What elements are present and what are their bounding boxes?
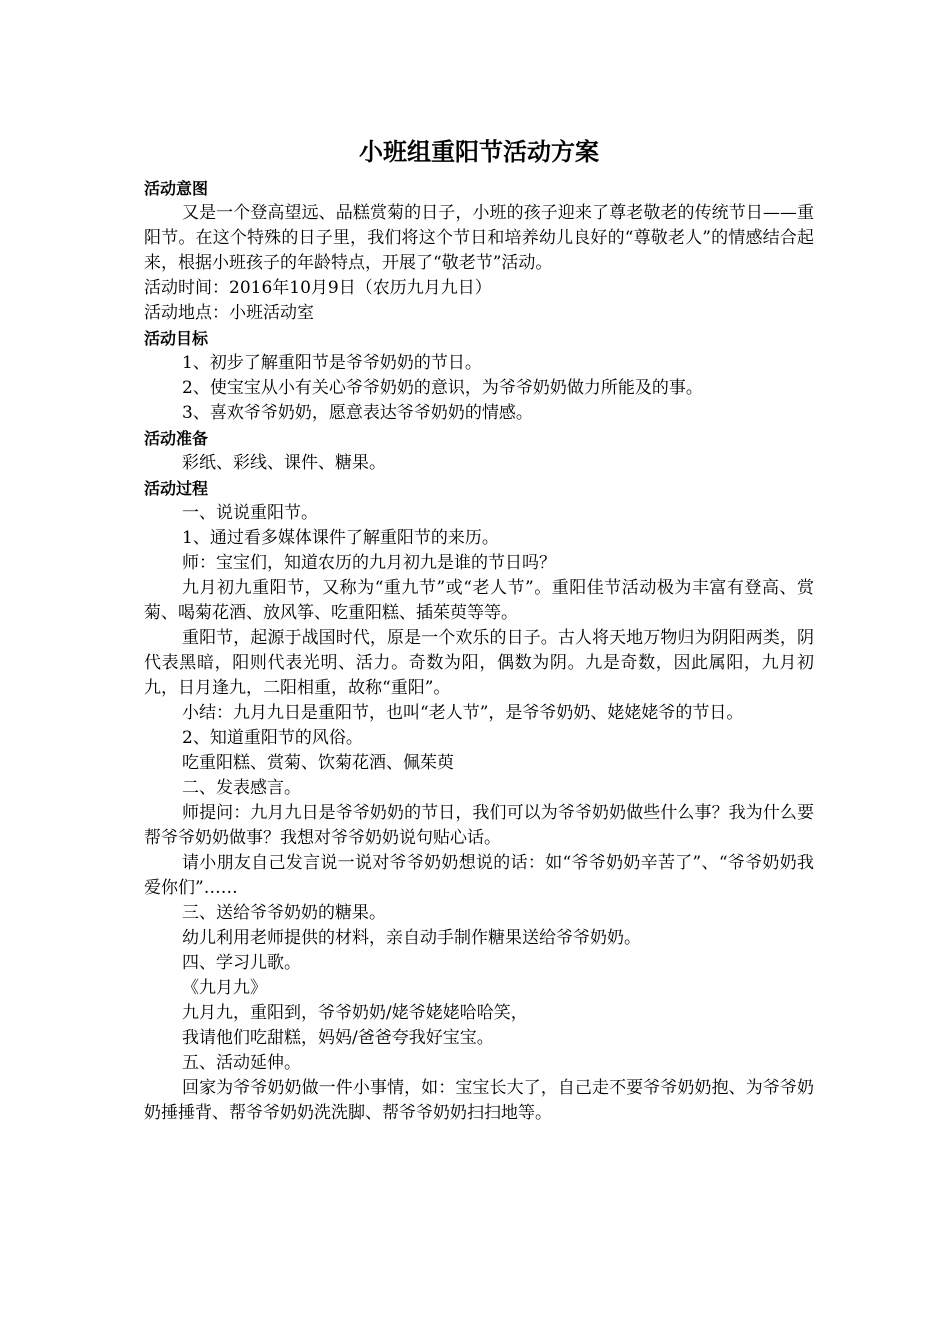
process-paragraph: 幼儿利用老师提供的材料，亲自动手制作糖果送给爷爷奶奶。	[182, 928, 641, 948]
process-paragraph: 三、送给爷爷奶奶的糖果。	[182, 903, 386, 923]
document-title: 小班组重阳节活动方案	[359, 138, 599, 166]
process-paragraph: 1、通过看多媒体课件了解重阳节的来历。	[182, 528, 499, 548]
process-paragraph: 小结：九月九日是重阳节，也叫“老人节”，是爷爷奶奶、姥姥姥爷的节日。	[182, 703, 744, 723]
process-paragraph: 师提问：九月九日是爷爷奶奶的节日，我们可以为爷爷奶奶做些什么事？我为什么要帮爷爷奶奶做事？我想对爷爷奶奶说句贴心话。	[144, 803, 814, 848]
process-paragraph: 四、学习儿歌。	[182, 953, 301, 973]
process-paragraph: 五、活动延伸。	[182, 1053, 301, 1073]
section-heading-intent: 活动意图	[144, 179, 209, 198]
poem-line: 我请他们吃甜糕，妈妈/爸爸夸我好宝宝。	[182, 1028, 494, 1048]
process-paragraph: 重阳节，起源于战国时代，原是一个欢乐的日子。古人将天地万物归为阴阳两类，阴代表黑暗，阳则代表光明、活力。奇数为阳，偶数为阴。九是奇数，因此属阳，九月初九，日月逢九，二阳相重，故称“重阳”。	[144, 628, 814, 698]
document-page	[144, 134, 814, 1126]
process-paragraph: 师：宝宝们，知道农历的九月初九是谁的节日吗？	[182, 553, 556, 573]
poem-line: 九月九，重阳到，爷爷奶奶/姥爷姥姥哈哈笑，	[182, 1003, 528, 1023]
activity-time: 活动时间：2016年10月9日（农历九月九日）	[144, 278, 492, 298]
process-paragraph: 九月初九重阳节，又称为“重九节”或“老人节”。重阳佳节活动极为丰富有登高、赏菊、喝菊花酒、放风筝、吃重阳糕、插茱萸等等。	[144, 578, 814, 623]
section-heading-prep: 活动准备	[144, 429, 209, 448]
process-paragraph: 一、说说重阳节。	[182, 503, 318, 523]
intent-paragraph: 又是一个登高望远、品糕赏菊的日子，小班的孩子迎来了尊老敬老的传统节日——重阳节。在这个特殊的日子里，我们将这个节日和培养幼儿良好的“尊敬老人”的情感结合起来，根据小班孩子的年龄特点，开展了“敬老节”活动。	[144, 203, 814, 273]
section-heading-process: 活动过程	[144, 479, 209, 498]
goal-item: 3、喜欢爷爷奶奶，愿意表达爷爷奶奶的情感。	[182, 403, 533, 423]
section-heading-goals: 活动目标	[144, 329, 209, 348]
poem-title: 《九月九》	[182, 978, 267, 998]
process-paragraph: 吃重阳糕、赏菊、饮菊花酒、佩茱萸	[182, 753, 454, 773]
process-paragraph: 请小朋友自己发言说一说对爷爷奶奶想说的话：如“爷爷奶奶辛苦了”、“爷爷奶奶我爱你们”……	[144, 853, 814, 898]
process-paragraph: 二、发表感言。	[182, 778, 301, 798]
prep-paragraph: 彩纸、彩线、课件、糖果。	[182, 453, 386, 473]
goal-item: 2、使宝宝从小有关心爷爷奶奶的意识，为爷爷奶奶做力所能及的事。	[182, 378, 703, 398]
goal-item: 1、初步了解重阳节是爷爷奶奶的节日。	[182, 353, 482, 373]
process-paragraph: 回家为爷爷奶奶做一件小事情，如：宝宝长大了，自己走不要爷爷奶奶抱、为爷爷奶奶捶捶背、帮爷爷奶奶洗洗脚、帮爷爷奶奶扫扫地等。	[144, 1078, 814, 1123]
activity-place: 活动地点：小班活动室	[144, 303, 314, 323]
process-paragraph: 2、知道重阳节的风俗。	[182, 728, 363, 748]
